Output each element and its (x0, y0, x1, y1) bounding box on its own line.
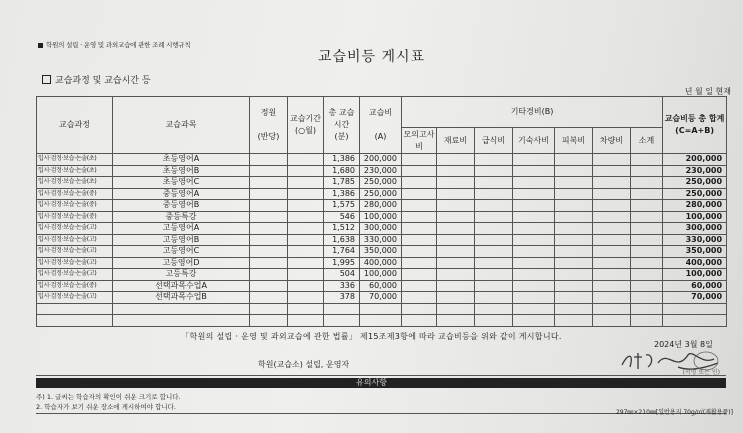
cell-meal (475, 246, 513, 258)
table-row (37, 269, 727, 281)
header-other-expenses: 기타경비(B) (402, 97, 663, 128)
cell-clothes (555, 257, 593, 269)
header-subtotal: 소계 (631, 128, 663, 154)
cell-material (437, 257, 475, 269)
cell-fee: 400,000 (360, 257, 402, 269)
operator-label: 학원(교습소) 설립, 운영자 (258, 360, 350, 369)
cell-meal (475, 269, 513, 281)
cell-course: 입시·검정·보습·논술(고) (37, 234, 113, 246)
cell-total: 100,000 (663, 211, 727, 223)
cell-dorm (513, 269, 555, 281)
cell-mock (402, 165, 437, 177)
cell-subject (113, 315, 250, 327)
cell-course: 입시·검정·보습·논술(고) (37, 223, 113, 235)
cell-vehicle (593, 303, 631, 315)
cell-subtotal (631, 165, 663, 177)
cell-clothes (555, 280, 593, 292)
cell-vehicle (593, 200, 631, 212)
cell-course: 입시·검정·보습·논술(고) (37, 269, 113, 281)
table-row (37, 177, 727, 189)
header-capacity-label: 정원 (260, 108, 277, 117)
regulation-note-text: 학원의 설립 · 운영 및 과외교습에 관한 조례 시행규칙 (46, 41, 191, 49)
cell-subtotal (631, 177, 663, 189)
cell-clothes (555, 165, 593, 177)
cell-fee: 230,000 (360, 165, 402, 177)
cell-capacity (250, 292, 288, 304)
cell-course: 입시·검정·보습·논술(초) (37, 165, 113, 177)
header-period-unit: (○월) (295, 126, 316, 135)
cell-mock (402, 246, 437, 258)
cell-capacity (250, 154, 288, 166)
cell-clothes (555, 269, 593, 281)
cell-fee: 250,000 (360, 177, 402, 189)
cell-subtotal (631, 257, 663, 269)
cell-total: 280,000 (663, 200, 727, 212)
cell-mock (402, 257, 437, 269)
cell-subtotal (631, 200, 663, 212)
cell-period (288, 234, 324, 246)
cell-dorm (513, 280, 555, 292)
cell-total: 60,000 (663, 280, 727, 292)
cell-total (663, 315, 727, 327)
cell-minutes: 1,638 (324, 234, 360, 246)
cell-mock (402, 315, 437, 327)
cell-minutes: 1,764 (324, 246, 360, 258)
cell-meal (475, 257, 513, 269)
cell-minutes (324, 315, 360, 327)
cell-capacity (250, 257, 288, 269)
cell-total: 400,000 (663, 257, 727, 269)
cell-material (437, 303, 475, 315)
cell-course: 입시·검정·보습·논술(고) (37, 257, 113, 269)
cell-meal (475, 234, 513, 246)
cell-material (437, 177, 475, 189)
cell-subtotal (631, 211, 663, 223)
cell-period (288, 154, 324, 166)
cell-mock (402, 303, 437, 315)
cell-period (288, 165, 324, 177)
cell-subtotal (631, 292, 663, 304)
cell-total: 300,000 (663, 223, 727, 235)
legal-notice: 「학원의 설립 · 운영 및 과외교습에 관한 법률」 제15조제3항에 따라 교습비등을 위와 같이 게시합니다. (181, 332, 562, 341)
cell-course: 입시·검정·보습·논술(중) (37, 188, 113, 200)
cell-clothes (555, 246, 593, 258)
cell-vehicle (593, 246, 631, 258)
cell-material (437, 246, 475, 258)
header-grand-total-label: 교습비등 총 합계 (664, 114, 725, 123)
cell-dorm (513, 315, 555, 327)
cell-course: 입시·검정·보습·논술(고) (37, 292, 113, 304)
cell-subtotal (631, 246, 663, 258)
seal-mark: (서명 또는 인) (682, 369, 720, 376)
cell-material (437, 315, 475, 327)
cell-minutes: 504 (324, 269, 360, 281)
header-course: 교습과정 (37, 97, 113, 154)
cell-material (437, 280, 475, 292)
cell-subtotal (631, 234, 663, 246)
cell-course: 입시·검정·보습·논술(초) (37, 177, 113, 189)
cell-period (288, 315, 324, 327)
cell-mock (402, 292, 437, 304)
cell-minutes: 1,995 (324, 257, 360, 269)
cell-subtotal (631, 280, 663, 292)
cell-subject: 고등영어A (113, 223, 250, 235)
table-row-empty (37, 303, 727, 315)
cell-material (437, 292, 475, 304)
cell-fee: 70,000 (360, 292, 402, 304)
section-heading (42, 73, 151, 86)
cell-fee: 280,000 (360, 200, 402, 212)
cell-meal (475, 211, 513, 223)
cell-subject (113, 303, 250, 315)
cell-vehicle (593, 280, 631, 292)
cell-subject: 고등영어B (113, 234, 250, 246)
cell-vehicle (593, 188, 631, 200)
header-fee (360, 97, 402, 154)
cell-fee: 100,000 (360, 269, 402, 281)
cell-vehicle (593, 177, 631, 189)
cell-capacity (250, 188, 288, 200)
cell-mock (402, 211, 437, 223)
cell-period (288, 223, 324, 235)
fee-table (36, 96, 727, 327)
cell-subject: 초등영어B (113, 165, 250, 177)
cell-vehicle (593, 292, 631, 304)
table-row (37, 223, 727, 235)
table-row (37, 154, 727, 166)
cell-minutes: 336 (324, 280, 360, 292)
cell-material (437, 154, 475, 166)
cell-course: 입시·검정·보습·논술(초) (37, 154, 113, 166)
cell-period (288, 188, 324, 200)
cell-capacity (250, 234, 288, 246)
cell-total: 230,000 (663, 165, 727, 177)
cell-material (437, 223, 475, 235)
table-row (37, 188, 727, 200)
cell-subject: 선택과목수업A (113, 280, 250, 292)
cell-capacity (250, 303, 288, 315)
header-grand-total-formula: (C=A+B) (675, 126, 714, 135)
cell-capacity (250, 269, 288, 281)
cell-meal (475, 165, 513, 177)
checkbox-icon (42, 75, 51, 84)
cell-total: 330,000 (663, 234, 727, 246)
cell-subject: 선택과목수업B (113, 292, 250, 304)
cell-subject: 고등영어D (113, 257, 250, 269)
cell-subject: 초등영어A (113, 154, 250, 166)
cell-clothes (555, 188, 593, 200)
cell-clothes (555, 223, 593, 235)
cell-vehicle (593, 165, 631, 177)
header-total-time-label: 총 교습시간 (328, 108, 355, 129)
cell-period (288, 257, 324, 269)
cell-subtotal (631, 188, 663, 200)
cell-clothes (555, 200, 593, 212)
cell-vehicle (593, 154, 631, 166)
cell-course: 입시·검정·보습·논술(고) (37, 246, 113, 258)
cell-material (437, 188, 475, 200)
cell-course (37, 315, 113, 327)
cell-total: 200,000 (663, 154, 727, 166)
header-material: 재료비 (437, 128, 475, 154)
cell-vehicle (593, 257, 631, 269)
cell-meal (475, 315, 513, 327)
cell-minutes: 1,785 (324, 177, 360, 189)
cell-period (288, 211, 324, 223)
cell-subject: 중등영어A (113, 188, 250, 200)
cell-dorm (513, 234, 555, 246)
cell-period (288, 303, 324, 315)
cell-meal (475, 292, 513, 304)
cell-dorm (513, 154, 555, 166)
cell-period (288, 269, 324, 281)
paper-spec: 297㎜×210㎜[일반용지 70g/㎡(재활용품)] (615, 409, 733, 416)
caution-line-1: 주) 1. 글씨는 학습자의 확인이 쉬운 크기로 합니다. (36, 393, 181, 401)
cell-course: 입시·검정·보습·논술(중) (37, 280, 113, 292)
cell-period (288, 200, 324, 212)
cell-dorm (513, 165, 555, 177)
header-subject: 교습과목 (113, 97, 250, 154)
header-meal: 급식비 (475, 128, 513, 154)
header-capacity (250, 97, 288, 154)
cell-total: 70,000 (663, 292, 727, 304)
handwritten-signature (618, 345, 728, 375)
cell-dorm (513, 292, 555, 304)
cell-minutes: 1,512 (324, 223, 360, 235)
cell-capacity (250, 165, 288, 177)
cell-material (437, 165, 475, 177)
table-row (37, 246, 727, 258)
cell-clothes (555, 292, 593, 304)
cell-period (288, 246, 324, 258)
table-row (37, 200, 727, 212)
table-row (37, 292, 727, 304)
cell-clothes (555, 154, 593, 166)
cell-subject: 고등영어C (113, 246, 250, 258)
cell-vehicle (593, 269, 631, 281)
cell-clothes (555, 315, 593, 327)
cell-period (288, 177, 324, 189)
cell-total (663, 303, 727, 315)
cell-subject: 초등영어C (113, 177, 250, 189)
as-of-date: 년 월 일 현재 (684, 87, 731, 96)
cell-course: 입시·검정·보습·논술(중) (37, 211, 113, 223)
cell-period (288, 280, 324, 292)
table-row (37, 257, 727, 269)
cell-total: 250,000 (663, 177, 727, 189)
cell-vehicle (593, 223, 631, 235)
cell-fee (360, 303, 402, 315)
table-row (37, 211, 727, 223)
header-fee-unit: (A) (374, 132, 387, 141)
cell-total: 250,000 (663, 188, 727, 200)
table-row (37, 234, 727, 246)
cell-fee: 200,000 (360, 154, 402, 166)
caution-line-2: 2. 학습자가 보기 쉬운 장소에 게시하여야 합니다. (36, 403, 176, 411)
header-vehicle: 차량비 (593, 128, 631, 154)
cell-subtotal (631, 154, 663, 166)
cell-subject: 중등영어B (113, 200, 250, 212)
cell-mock (402, 154, 437, 166)
cell-meal (475, 177, 513, 189)
cell-clothes (555, 211, 593, 223)
cell-capacity (250, 246, 288, 258)
cell-clothes (555, 234, 593, 246)
cell-dorm (513, 177, 555, 189)
cell-fee: 330,000 (360, 234, 402, 246)
cell-subtotal (631, 223, 663, 235)
cell-subtotal (631, 315, 663, 327)
header-fee-label: 교습비 (368, 108, 393, 117)
table-row-empty (37, 315, 727, 327)
cell-meal (475, 200, 513, 212)
cell-minutes: 1,575 (324, 200, 360, 212)
cell-meal (475, 303, 513, 315)
cell-dorm (513, 188, 555, 200)
document-title: 교습비등 게시표 (317, 49, 426, 65)
header-capacity-unit: (반당) (257, 132, 280, 141)
cell-capacity (250, 280, 288, 292)
cell-meal (475, 280, 513, 292)
header-total-time-unit: (분) (334, 132, 349, 141)
header-dorm: 기숙사비 (513, 128, 555, 154)
header-mock-exam: 모의고사비 (402, 128, 437, 154)
cell-fee (360, 315, 402, 327)
cell-meal (475, 154, 513, 166)
cell-vehicle (593, 315, 631, 327)
cell-fee: 300,000 (360, 223, 402, 235)
cell-clothes (555, 177, 593, 189)
cell-subject: 중등특강 (113, 211, 250, 223)
cell-dorm (513, 200, 555, 212)
header-period (288, 97, 324, 154)
cell-capacity (250, 211, 288, 223)
header-clothes: 피복비 (555, 128, 593, 154)
header-grand-total (663, 97, 727, 154)
cell-mock (402, 188, 437, 200)
cell-course (37, 303, 113, 315)
cell-dorm (513, 303, 555, 315)
cell-minutes: 378 (324, 292, 360, 304)
cell-capacity (250, 223, 288, 235)
caution-title: 유의사항 (356, 378, 387, 387)
cell-meal (475, 188, 513, 200)
cell-material (437, 234, 475, 246)
cell-dorm (513, 211, 555, 223)
section-heading-text: 교습과정 및 교습시간 등 (55, 76, 151, 86)
cell-vehicle (593, 211, 631, 223)
cell-material (437, 200, 475, 212)
cell-fee: 350,000 (360, 246, 402, 258)
cell-subtotal (631, 303, 663, 315)
cell-minutes (324, 303, 360, 315)
cell-minutes: 1,680 (324, 165, 360, 177)
cell-mock (402, 177, 437, 189)
cell-mock (402, 200, 437, 212)
signature-date: 2024년 3월 8일 (654, 340, 713, 349)
cell-clothes (555, 303, 593, 315)
cell-mock (402, 223, 437, 235)
cell-capacity (250, 315, 288, 327)
cell-meal (475, 223, 513, 235)
cell-material (437, 211, 475, 223)
divider (36, 375, 726, 376)
cell-total: 100,000 (663, 269, 727, 281)
cell-dorm (513, 223, 555, 235)
cell-fee: 60,000 (360, 280, 402, 292)
cell-mock (402, 234, 437, 246)
table-row (37, 280, 727, 292)
header-period-label: 교습기간 (290, 114, 321, 123)
table-row (37, 165, 727, 177)
cell-course: 입시·검정·보습·논술(중) (37, 200, 113, 212)
cell-fee: 250,000 (360, 188, 402, 200)
header-total-time (324, 97, 360, 154)
cell-minutes: 546 (324, 211, 360, 223)
cell-vehicle (593, 234, 631, 246)
cell-fee: 100,000 (360, 211, 402, 223)
cell-total: 350,000 (663, 246, 727, 258)
cell-material (437, 269, 475, 281)
cell-mock (402, 280, 437, 292)
cell-period (288, 292, 324, 304)
cell-subject: 고등특강 (113, 269, 250, 281)
cell-mock (402, 269, 437, 281)
cell-dorm (513, 257, 555, 269)
cell-capacity (250, 200, 288, 212)
cell-capacity (250, 177, 288, 189)
cell-dorm (513, 246, 555, 258)
cell-minutes: 1,386 (324, 154, 360, 166)
cell-minutes: 1,386 (324, 188, 360, 200)
cell-subtotal (631, 269, 663, 281)
